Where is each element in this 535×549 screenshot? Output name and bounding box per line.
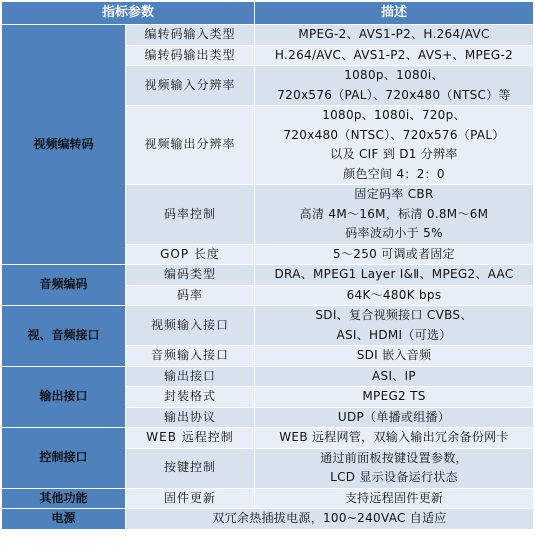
value-cell: [255, 106, 534, 185]
value-line: 颜色空间 4：2：0: [343, 166, 445, 181]
value-cell: [255, 387, 534, 408]
value-line: 64K～480K bps: [346, 287, 442, 302]
category-power: 电源: [2, 509, 126, 530]
param-cell: WEB 远程控制: [126, 428, 255, 449]
value-line: H.264/AVC、AVS1-P2、AVS+、MPEG-2: [274, 47, 514, 62]
param-cell: 封装格式: [126, 387, 255, 408]
value-cell: [255, 285, 534, 306]
param-cell: 按键控制: [126, 448, 255, 488]
table-row: [2, 509, 534, 530]
value-line: 固定码率 CBR: [354, 187, 434, 201]
value-line: 1080p、1080i、: [344, 68, 444, 82]
table-row: [2, 306, 534, 346]
value-line: ASI、HDMI（可选）: [336, 327, 452, 342]
param-cell: 输出协议: [126, 407, 255, 428]
spec-table: [1, 1, 534, 530]
value-line: ASI、IP: [372, 368, 416, 383]
value-cell: 双冗余热插拔电源，100~240VAC 自适应: [126, 509, 534, 530]
value-cell: [255, 488, 534, 509]
value-line: MPEG-2、AVS1-P2、H.264/AVC: [298, 27, 490, 41]
category-control: 控制接口: [2, 428, 126, 489]
category-video: 视频编转码: [2, 25, 126, 265]
value-line: DRA、MPEG1 Layer Ⅰ&Ⅱ、MPEG2、AAC: [274, 267, 514, 281]
param-cell: 视频输入接口: [126, 306, 255, 346]
category-output: 输出接口: [2, 366, 126, 428]
param-cell: 固件更新: [126, 488, 255, 509]
value-cell: [255, 448, 534, 488]
header-param: 指标参数: [2, 2, 255, 25]
table-row: [2, 428, 534, 449]
value-line: 1080p、1080i、720p、: [322, 108, 466, 122]
param-cell: 编转码输出类型: [126, 45, 255, 66]
value-cell: [255, 407, 534, 428]
category-audio: 音频编码: [2, 265, 126, 306]
value-line: 码率波动小于 5%: [345, 226, 443, 240]
value-line: WEB 远程网管，双输入输出冗余备份网卡: [279, 430, 509, 444]
param-cell: 编码类型: [126, 265, 255, 286]
param-cell: 视频输入分辨率: [126, 66, 255, 106]
table-row: [2, 366, 534, 387]
value-line: 720x480（NTSC）、720x576（PAL）: [283, 127, 505, 142]
param-cell: 码率: [126, 285, 255, 306]
value-cell: [255, 185, 534, 245]
value-cell: [255, 346, 534, 367]
param-cell: 音频输入接口: [126, 346, 255, 367]
param-cell: GOP 长度: [126, 244, 255, 265]
value-cell: [255, 66, 534, 106]
category-av-interface: 视、音频接口: [2, 306, 126, 367]
table-row: [2, 265, 534, 286]
category-other: 其他功能: [2, 488, 126, 509]
param-cell: 视频输出分辨率: [126, 106, 255, 185]
value-cell: [255, 25, 534, 46]
table-row: [2, 488, 534, 509]
value-line: 5～250 可调或者固定: [333, 246, 455, 261]
value-cell: [255, 45, 534, 66]
value-line: SDI 嵌入音频: [356, 348, 432, 362]
param-cell: 输出接口: [126, 366, 255, 387]
table-row: [2, 25, 534, 46]
value-line: UDP（单播或组播）: [337, 409, 451, 424]
value-cell: [255, 265, 534, 286]
value-cell: [255, 244, 534, 265]
value-cell: [255, 428, 534, 449]
value-line: 通过前面板按键设置参数，: [320, 450, 468, 465]
value-line: 以及 CIF 到 D1 分辨率: [330, 147, 458, 161]
value-line: 支持远程固件更新: [344, 490, 444, 505]
value-cell: [255, 306, 534, 346]
value-line: 720x576（PAL）、720x480（NTSC）等: [277, 87, 511, 102]
value-line: MPEG2 TS: [362, 389, 426, 403]
value-line: LCD 显示设备运行状态: [330, 470, 458, 484]
param-cell: 编转码输入类型: [126, 25, 255, 46]
value-line: 高清 4M～16M，标清 0.8M～6M: [299, 206, 489, 221]
param-cell: 码率控制: [126, 185, 255, 245]
table-header-row: [2, 2, 534, 25]
header-description: 描述: [255, 2, 534, 25]
value-cell: [255, 366, 534, 387]
value-line: SDI、复合视频接口 CVBS、: [315, 308, 473, 322]
